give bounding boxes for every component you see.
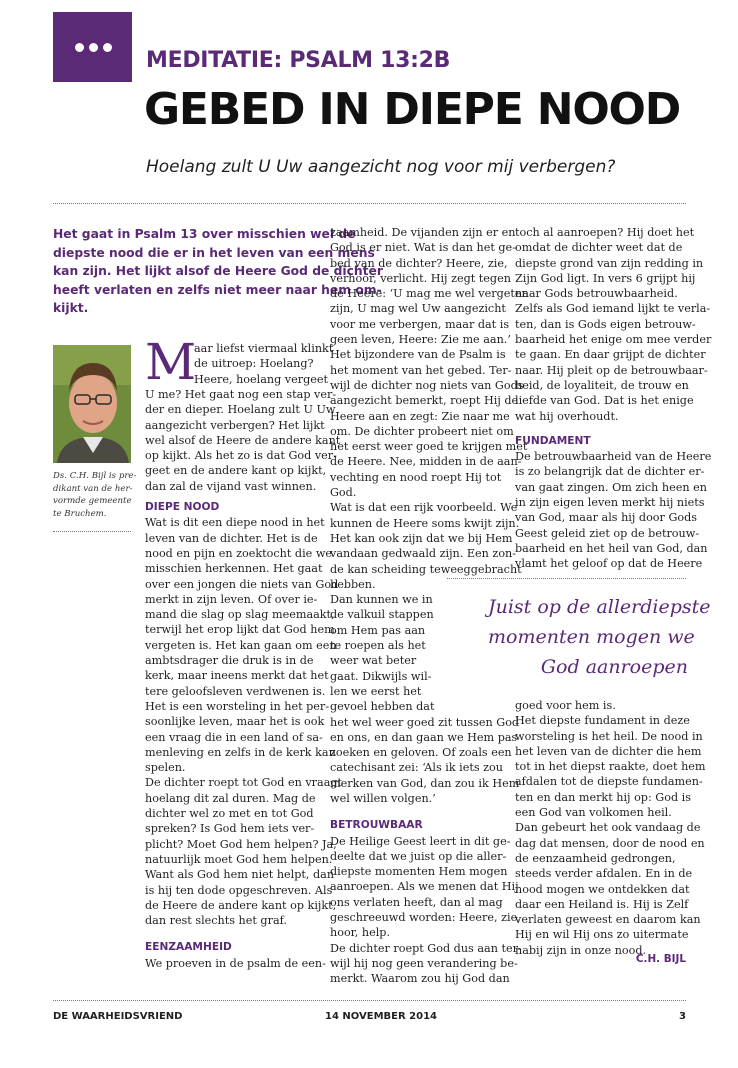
- quote-rule: [447, 578, 686, 579]
- section-heading: DIEPE NOOD: [145, 501, 220, 514]
- column-1: U me? Het gaat nog een stap ver- der en dieper. Hoelang zult U Uw aangezicht verbergen? Het lijkt wel alsof de Heere de andere kant op kijkt. Als het zo is dat God ver- geet en de andere kant op kijkt, dan zal de vijand vast winnen. DIEPE NOOD Wat is dit een diepe nood in het leven van de dichter. Het is de nood en pijn en zoektocht die we misschien herkennen. Het gaat over een jongen die niets van God merkt in zijn leven. Of over ie- mand die slag op slag meemaakt, terwijl het erop lijkt dat God hem vergeten is. Het kan gaan om een ambtsdrager die druk is in de kerk, maar ineens merkt dat het tere geloofsleven verdwenen is. Het is een worsteling in het per- soonlijke leven, maar het is ook een vraag die in een land of sa- menleving en zelfs in de kerk kan spelen. De dichter roept tot God en vraagt hoelang dit zal duren. Mag de dichter wel zo met en tot God spreken? Is God hem iets ver- plicht? Moet God hem helpen? Ja, natuurlijk moet God hem helpen. Want als God hem niet helpt, dan is hij ten dode opgeschreven. Als de Heere de andere kant op kijkt, dan rest slechts het graf. EENZAAMHEID We proeven in de psalm de een-: [145, 388, 343, 970]
- section-badge: [53, 12, 132, 82]
- column-1-dropcap-lines: aar liefst viermaal klinkt de uitroep: Hoelang? Heere, hoelang vergeet: [194, 342, 334, 386]
- page-title: GEBED IN DIEPE NOOD: [144, 84, 681, 135]
- dot-icon: [75, 43, 84, 52]
- footer-date: 14 NOVEMBER 2014: [325, 1011, 437, 1022]
- section-heading: EENZAAMHEID: [145, 941, 232, 954]
- author-signature: C.H. BIJL: [635, 953, 686, 965]
- section-heading: BETROUWBAAR: [330, 819, 423, 832]
- section-heading: FUNDAMENT: [515, 434, 591, 447]
- drop-cap: M: [145, 333, 197, 391]
- column-3-continued: goed voor hem is. Het diepste fundament in deze worsteling is het heil. De nood in het leven van de dichter die hem tot in het diepst raakte, doet hem afdalen tot de diepste fundamen- ten en dan merkt hij op: God is een God van volkomen heil. Dan gebeurt het ook vandaag de dag dat mensen, door de nood en de eenzaamheid gedrongen, steeds verder afdalen. En in de nood mogen we ontdekken dat daar een Heiland is. Hij is Zelf verlaten geweest en daarom kan Hij en wil Hij ons zo uitermate nabij zijn in onze nood.: [515, 699, 706, 957]
- column-3: toch al aanroepen? Hij doet het omdat de dichter weet dat de diepste grond van zijn redding in Zijn God ligt. In vers 6 grijpt hij naar Gods betrouwbaarheid. Zelfs als God iemand lijkt te verla- ten, dan is Gods eigen betrouw- baarheid het enige om mee verder te gaan. En daar grijpt de dichter naar. Hij pleit op de betrouwbaar- heid, de loyaliteit, de trouw en liefde van God. Dat is het enige wat hij overhoudt. FUNDAMENT De betrouwbaarheid van de Heere is zo belangrijk dat de dichter er- van gaat zingen. Om zich heen en in zijn eigen leven merkt hij niets van God, maar als hij door Gods Geest geleid ziet op de betrouw- baarheid en het heil van God, dan vlamt het geloof op dat de Heere: [515, 226, 712, 571]
- section-kicker: MEDITATIE: PSALM 13:2B: [146, 48, 451, 73]
- subtitle: Hoelang zult U Uw aangezicht nog voor mij verbergen?: [146, 157, 616, 177]
- author-photo: [53, 345, 131, 463]
- divider: [53, 203, 686, 204]
- photo-caption: Ds. C.H. Bijl is pre- dikant van de her- vormde gemeente te Bruchem.: [53, 471, 137, 519]
- divider: [53, 531, 131, 532]
- dot-icon: [103, 43, 112, 52]
- footer-publication: DE WAARHEIDSVRIEND: [53, 1011, 183, 1022]
- divider: [53, 1000, 686, 1001]
- dot-icon: [89, 43, 98, 52]
- column-2: zaamheid. De vijanden zijn er en God is er niet. Wat is dan het ge- bed van de dichter? Heere, zie, verhoor, verlicht. Hij zegt tegen de Heere: ‘U mag me wel vergeten zijn, U mag wel Uw aangezicht voor me verbergen, maar dat is geen leven, Heere: Zie me aan.’ Het bijzondere van de Psalm is het moment van het gebed. Ter- wijl de dichter nog niets van Gods aangezicht bemerkt, roept Hij de Heere aan en zegt: Zie naar me om. De dichter probeert niet om het eerst weer goed te krijgen met de Heere. Nee, midden in de aan- vechting en nood roept Hij tot God. Wat is dat een rijk voorbeeld. We kunnen de Heere soms kwijt zijn. Het kan ook zijn dat we bij Hem vandaan gedwaald zijn. Een zon- de kan scheiding teweeggebracht hebben. Dan kunnen we in de valkuil stappen om Hem pas aan te roepen als het weer wat beter gaat. Dikwijls wil- len we eerst het gevoel hebben dat het wel weer goed zit tussen God en ons, en dan gaan we Hem pas zoeken en geloven. Of zoals een catechisant zei: ‘Als ik iets zou merken van God, dan zou ik Hem wel willen volgen.’ BETROUWBAAR De Heilige Geest leert in dit ge- deelte dat we juist op die aller- diepste momenten Hem mogen aanroepen. Als we menen dat Hij ons verlaten heeft, dan al mag geschreeuwd worden: Heere, zie, hoor, help. De dichter roept God dus aan ter- wijl hij nog geen verandering be- merkt. Waarom zou hij God dan: [330, 226, 529, 986]
- pull-quote: Juist op de allerdiepste momenten mogen we God aanroepen: [488, 596, 711, 678]
- page-number: 3: [679, 1011, 686, 1022]
- intro-paragraph: Het gaat in Psalm 13 over misschien wel de diepste nood die er in het leven van een mens kan zijn. Het lijkt alsof de Heere God de dichter heeft verlaten en zelfs niet meer naar hem om- kijkt.: [53, 227, 383, 316]
